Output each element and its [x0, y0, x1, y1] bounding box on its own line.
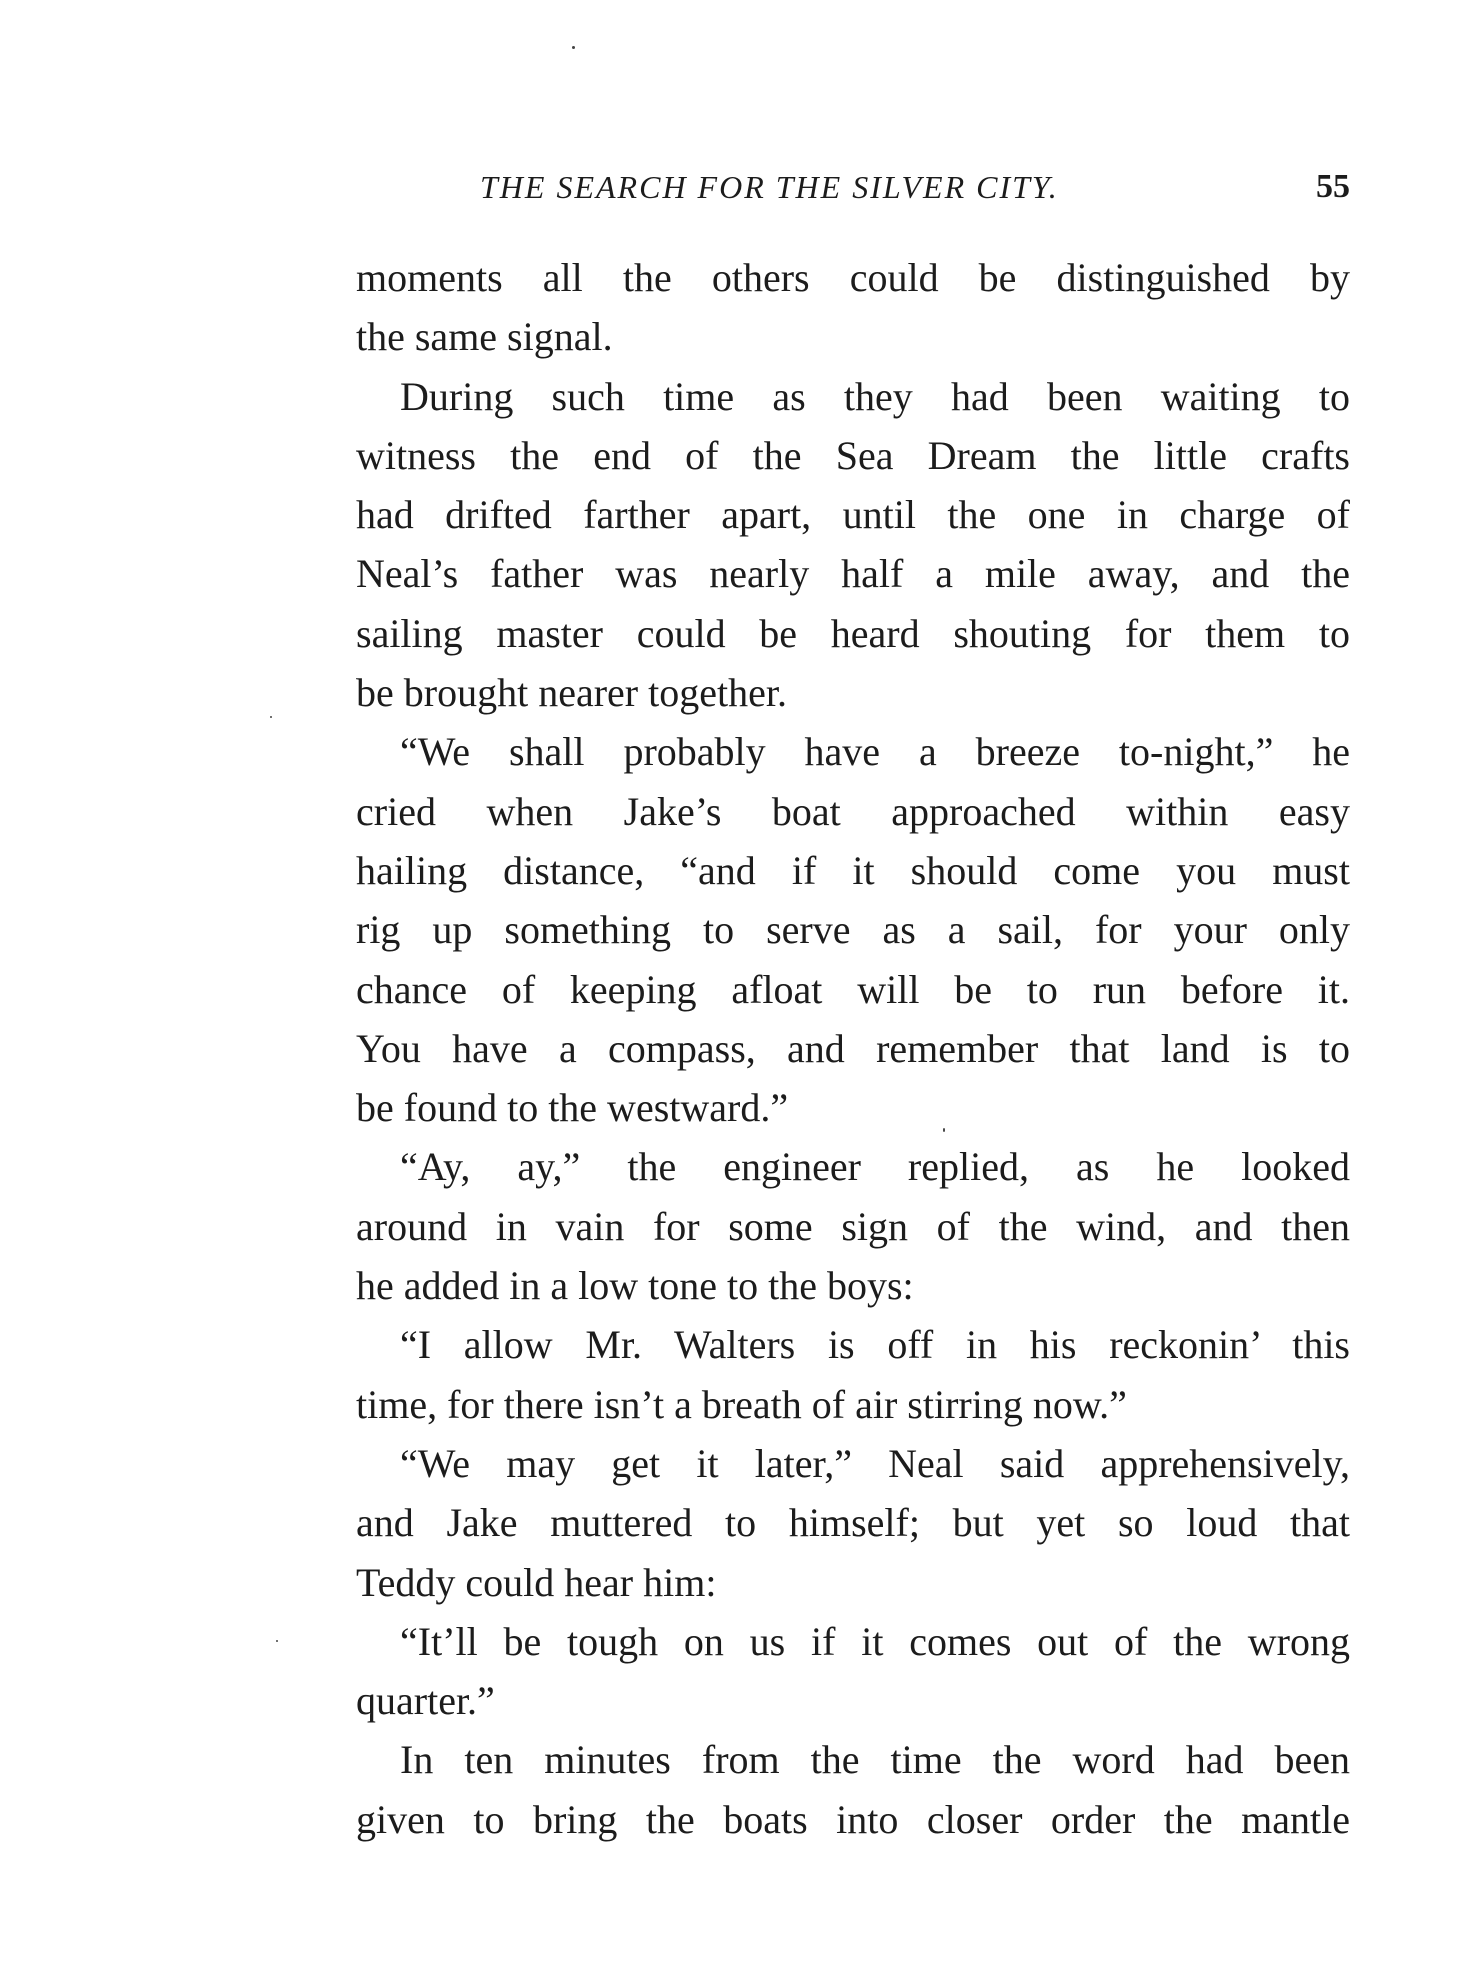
page-number: 55: [1316, 168, 1350, 205]
text-line: “It’ll be tough on us if it comes out of the wrong: [400, 1618, 1350, 1664]
text-line: hailing distance, “and if it should come you must: [356, 847, 1350, 893]
text-line: given to bring the boats into closer order the mantle: [356, 1796, 1350, 1842]
body-text: [356, 248, 1350, 1849]
text-line: and Jake muttered to himself; but yet so loud that: [356, 1500, 1350, 1546]
text-line: During such time as they had been waiting to: [400, 373, 1350, 419]
print-speck: [276, 1640, 278, 1642]
text-line: chance of keeping afloat will be to run before it.: [356, 966, 1350, 1012]
text-line: sailing master could be heard shouting for them to: [356, 610, 1350, 656]
print-speck: [943, 1128, 945, 1132]
text-line: he added in a low tone to the boys:: [356, 1263, 914, 1309]
text-line: “Ay, ay,” the engineer replied, as he looked: [400, 1144, 1350, 1190]
text-line: Neal’s father was nearly half a mile away, and the: [356, 551, 1350, 597]
print-speck: [572, 46, 575, 49]
text-line: cried when Jake’s boat approached within easy: [356, 788, 1350, 834]
text-line: quarter.”: [356, 1678, 495, 1724]
print-speck: [270, 716, 272, 718]
text-line: around in vain for some sign of the wind, and then: [356, 1203, 1350, 1249]
text-line: moments all the others could be distinguished by: [356, 255, 1350, 300]
text-line: “We may get it later,” Neal said apprehensively,: [400, 1440, 1350, 1486]
text-line: rig up something to serve as a sail, for your only: [356, 907, 1350, 953]
text-line: be found to the westward.”: [356, 1085, 789, 1131]
text-line: witness the end of the Sea Dream the little crafts: [356, 432, 1350, 478]
text-line: the same signal.: [356, 314, 613, 360]
text-line: had drifted farther apart, until the one in charge of: [356, 492, 1350, 538]
running-head: [360, 162, 1350, 212]
text-line: In ten minutes from the time the word had been: [400, 1737, 1350, 1783]
text-line: Teddy could hear him:: [356, 1559, 717, 1605]
text-line: be brought nearer together.: [356, 670, 787, 716]
text-line: “We shall probably have a breeze to-night,” he: [400, 729, 1350, 775]
text-line: You have a compass, and remember that land is to: [356, 1025, 1350, 1071]
text-line: “I allow Mr. Walters is off in his reckonin’ this: [400, 1322, 1350, 1368]
text-line: time, for there isn’t a breath of air stirring now.”: [356, 1381, 1127, 1427]
running-title: THE SEARCH FOR THE SILVER CITY.: [480, 169, 1059, 205]
